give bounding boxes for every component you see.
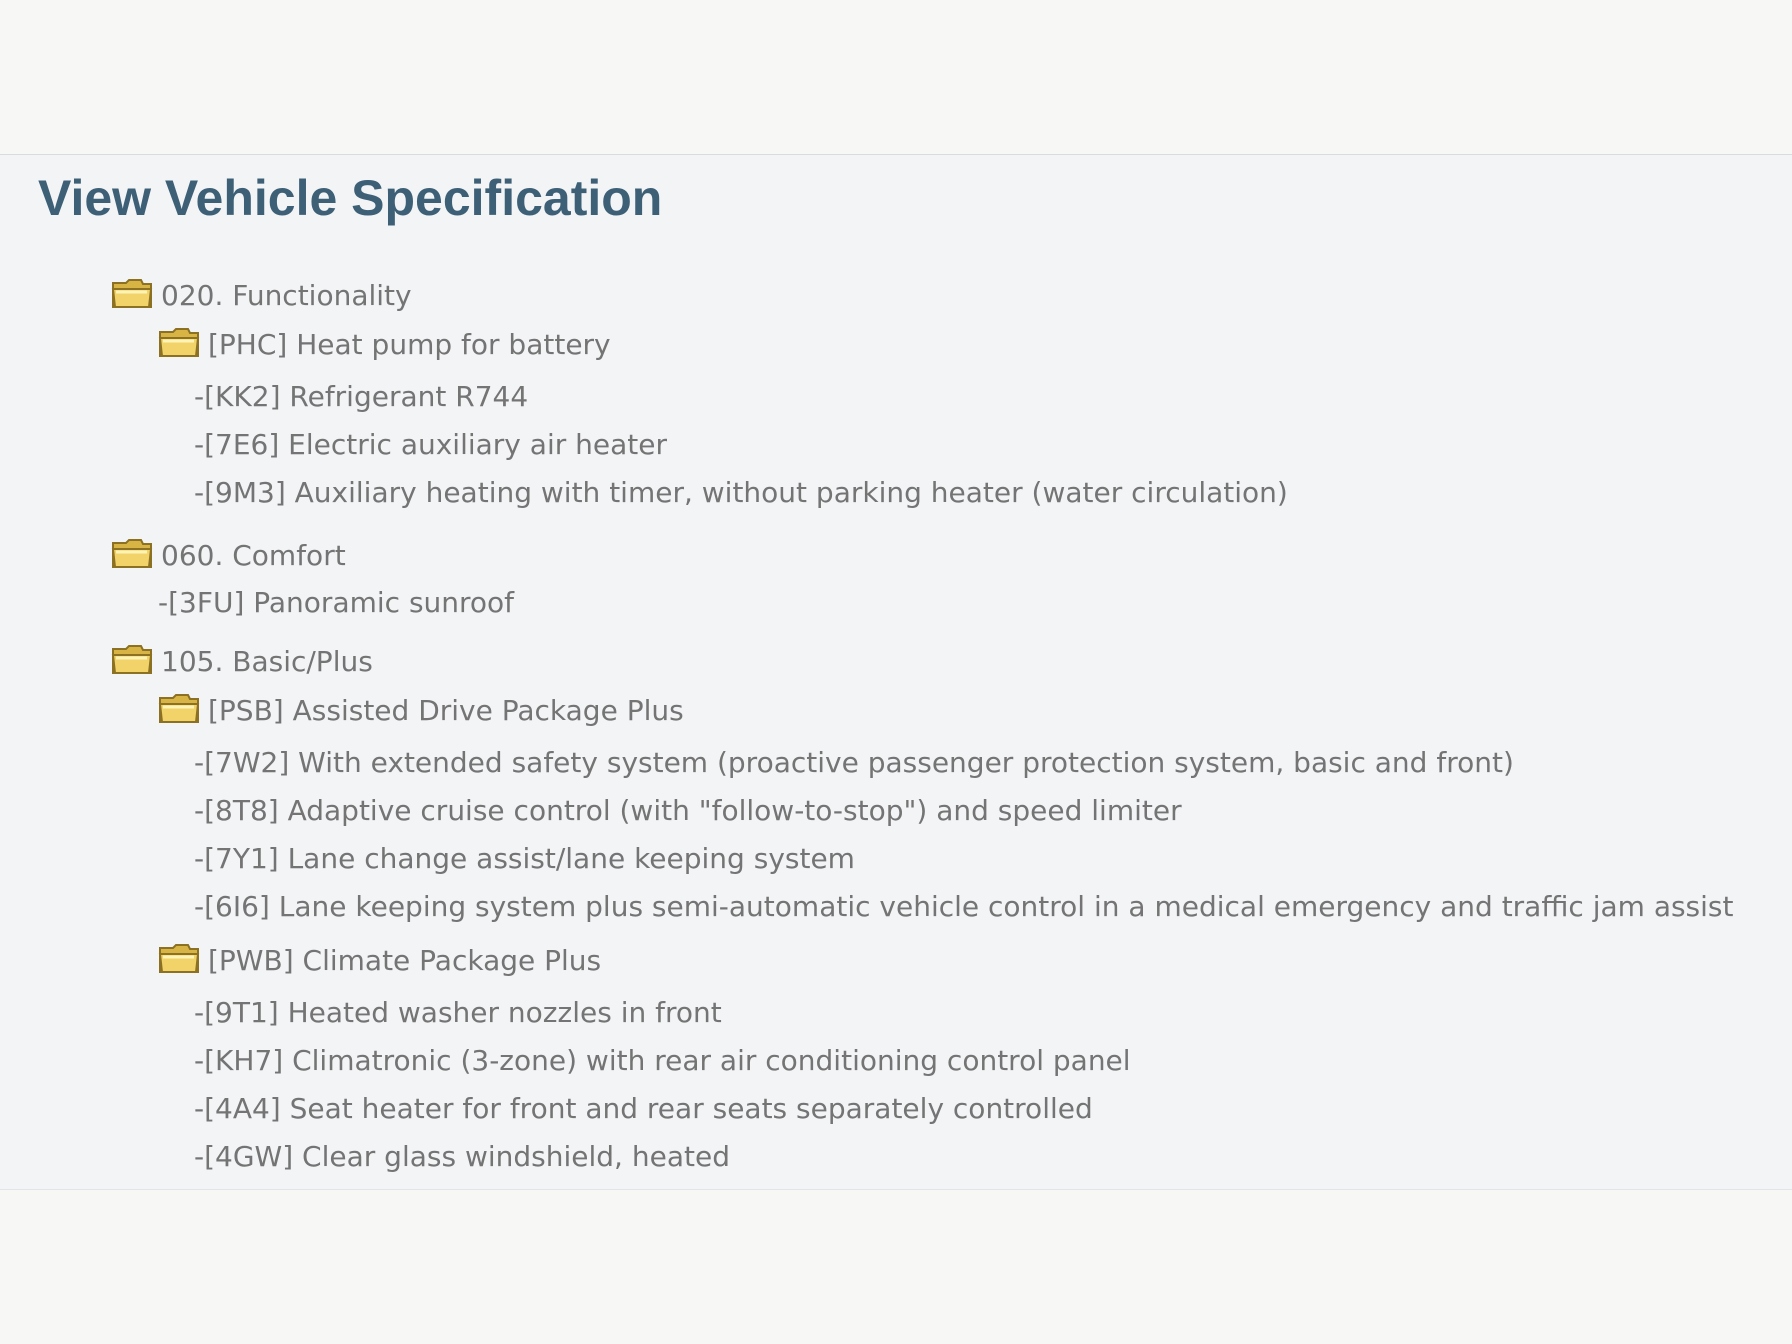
spec-item: -[6I6] Lane keeping system plus semi-automatic vehicle control in a medical emergency and traffic jam assist <box>194 890 1734 923</box>
tree-node-basic-plus[interactable] <box>111 645 373 679</box>
folder-icon <box>111 276 153 310</box>
folder-icon <box>111 536 153 570</box>
tree-node-label: [PHC] Heat pump for battery <box>208 328 611 361</box>
spec-item: -[3FU] Panoramic sunroof <box>158 586 515 619</box>
spec-item: -[9M3] Auxiliary heating with timer, without parking heater (water circulation) <box>194 476 1288 509</box>
tree-node-label: 105. Basic/Plus <box>161 645 373 678</box>
tree-node-functionality[interactable] <box>111 279 412 313</box>
tree-node-label: [PWB] Climate Package Plus <box>208 944 602 977</box>
folder-icon <box>111 642 153 676</box>
tree-node-label: [PSB] Assisted Drive Package Plus <box>208 694 684 727</box>
spec-item: -[7W2] With extended safety system (proactive passenger protection system, basic and front) <box>194 746 1514 779</box>
page-title: View Vehicle Specification <box>38 170 663 226</box>
tree-node-phc[interactable] <box>158 328 611 362</box>
folder-icon <box>158 325 200 359</box>
specification-panel <box>0 154 1792 1190</box>
folder-icon <box>158 691 200 725</box>
folder-icon <box>158 941 200 975</box>
spec-item: -[KK2] Refrigerant R744 <box>194 380 529 413</box>
spec-item: -[7Y1] Lane change assist/lane keeping system <box>194 842 855 875</box>
spec-item: -[4GW] Clear glass windshield, heated <box>194 1140 730 1173</box>
tree-node-comfort[interactable] <box>111 539 346 573</box>
spec-item: -[9T1] Heated washer nozzles in front <box>194 996 722 1029</box>
tree-node-pwb[interactable] <box>158 944 601 978</box>
tree-node-psb[interactable] <box>158 694 684 728</box>
tree-node-label: 060. Comfort <box>161 539 346 572</box>
spec-item: -[8T8] Adaptive cruise control (with "follow-to-stop") and speed limiter <box>194 794 1182 827</box>
spec-item: -[7E6] Electric auxiliary air heater <box>194 428 667 461</box>
tree-node-label: 020. Functionality <box>161 279 412 312</box>
spec-item: -[4A4] Seat heater for front and rear seats separately controlled <box>194 1092 1093 1125</box>
spec-item: -[KH7] Climatronic (3-zone) with rear air conditioning control panel <box>194 1044 1131 1077</box>
